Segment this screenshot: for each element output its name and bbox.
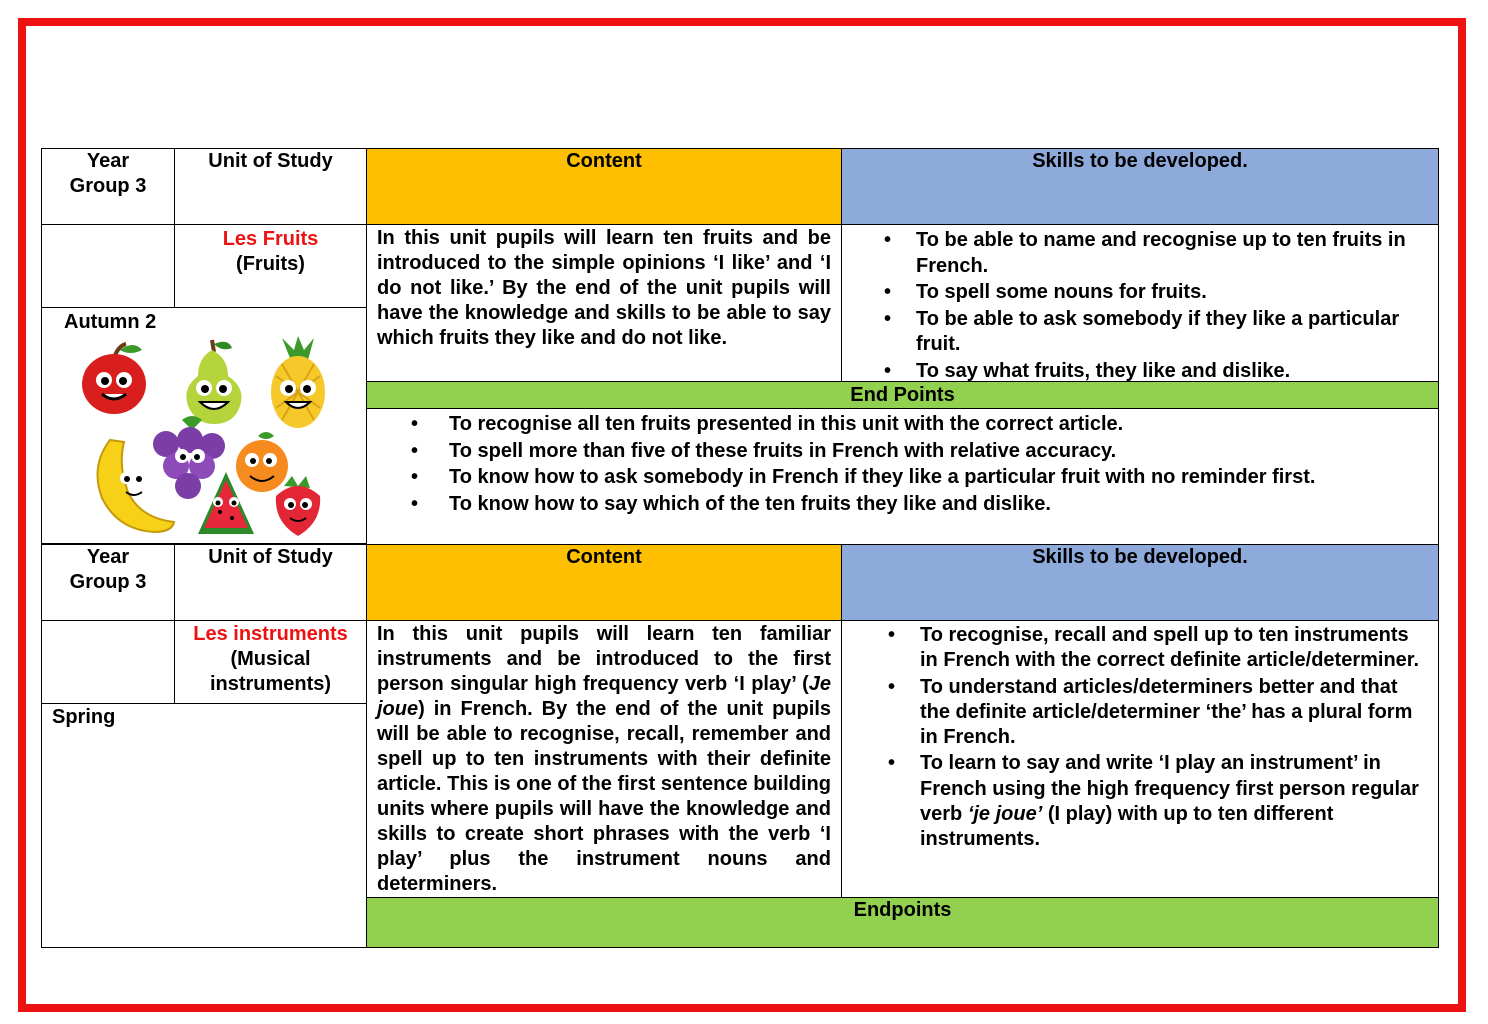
skills-label: Skills to be developed. (1032, 546, 1248, 568)
content-label: Content (566, 546, 642, 568)
skill-item (886, 751, 1428, 852)
grapes-icon (153, 416, 225, 499)
pineapple-icon (271, 336, 325, 428)
unit-name: Les instruments (193, 623, 348, 645)
orange-icon (236, 432, 288, 492)
year-group-label: Year Group 3 (69, 150, 147, 197)
end-points-label: End Points (850, 384, 955, 406)
end-points-header-1 (366, 381, 1439, 409)
end-point-item: • To spell more than five of these fruits in French with relative accuracy. (409, 438, 1428, 465)
content-text-part2: ) in French. By the end of the unit pupils will be able to recognise, recall, remember and spell up to ten instruments with their definite article. This is one of the first sentence building units where pupils will have the knowledge and skills to create short phrases with the verb ‘I play’ plus the instrument nouns and determiners. (377, 698, 831, 895)
skill-item: • To be able to name and recognise up to ten fruits in French. (882, 228, 1428, 279)
skills-list (886, 623, 1428, 853)
year-group-label: Year Group 3 (69, 546, 147, 593)
unit-of-study-label: Unit of Study (208, 150, 333, 172)
content-header-2 (366, 544, 842, 621)
skills-list (882, 228, 1428, 382)
content-header-1 (366, 148, 842, 225)
end-points-label: Endpoints (853, 899, 952, 921)
end-points-header-2 (366, 897, 1439, 948)
fruits-illustration (62, 336, 358, 540)
skill-item: • To understand articles/determiners better and that the definite article/determiner ‘the’ has a plural form in French. (886, 675, 1428, 751)
blank-cell-2 (41, 620, 175, 704)
content-cell-2 (366, 620, 842, 898)
apple-icon (82, 344, 146, 414)
term-label: Autumn 2 (64, 311, 157, 333)
end-points-cell-1 (366, 408, 1439, 545)
strawberry-icon (276, 476, 320, 536)
skill-text-part1: To learn to say and write ‘I play an instrument’ in French using the high frequency first person regular verb (920, 752, 1419, 826)
unit-of-study-header-2 (174, 544, 367, 621)
skills-cell-2 (841, 620, 1439, 898)
unit-name: Les Fruits (222, 228, 319, 250)
unit-translation: (Fruits) (236, 253, 305, 275)
content-text: In this unit pupils will learn ten fruits and be introduced to the simple opinions ‘I like’ and ‘I do not like.’ By the end of the unit pupils will have the knowledge and skills to be able to say which fruits they like and do not like. (377, 227, 831, 349)
unit-of-study-header-1 (174, 148, 367, 225)
unit-translation: (Musical instruments) (209, 648, 332, 695)
content-text-italic: Je joue (377, 673, 831, 720)
content-label: Content (566, 150, 642, 172)
term-label: Spring (52, 706, 116, 728)
unit-name-cell-2 (174, 620, 367, 704)
skill-text-italic: ‘je joue’ (967, 803, 1043, 826)
skill-item: • To recognise, recall and spell up to ten instruments in French with the correct definite article/determiner. (886, 623, 1428, 674)
content-cell-1 (366, 224, 842, 382)
skills-header-2 (841, 544, 1439, 621)
unit-name-cell-1 (174, 224, 367, 308)
pear-icon (186, 340, 241, 424)
content-text-part1: In this unit pupils will learn ten familiar instruments and be introduced to the first person singular high frequency verb ‘I play’ ( (377, 623, 831, 695)
year-group-header-1 (41, 148, 175, 225)
term-cell-2 (41, 703, 367, 948)
end-point-item: • To know how to ask somebody in French if they like a particular fruit with no reminder first. (409, 464, 1428, 491)
skill-item: • To spell some nouns for fruits. (882, 280, 1428, 306)
unit-of-study-label: Unit of Study (208, 546, 333, 568)
skills-cell-1 (841, 224, 1439, 382)
skills-label: Skills to be developed. (1032, 150, 1248, 172)
end-points-list (409, 411, 1428, 517)
end-point-item: • To recognise all ten fruits presented in this unit with the correct article. (409, 411, 1428, 438)
year-group-header-2 (41, 544, 175, 621)
skill-item: • To say what fruits, they like and dislike. (882, 359, 1428, 383)
blank-cell-1 (41, 224, 175, 308)
end-point-item: • To know how to say which of the ten fruits they like and dislike. (409, 491, 1428, 518)
skills-header-1 (841, 148, 1439, 225)
skill-item: • To be able to ask somebody if they like a particular fruit. (882, 307, 1428, 358)
skill-text-part2: (I play) with up to ten different instruments. (920, 803, 1334, 851)
